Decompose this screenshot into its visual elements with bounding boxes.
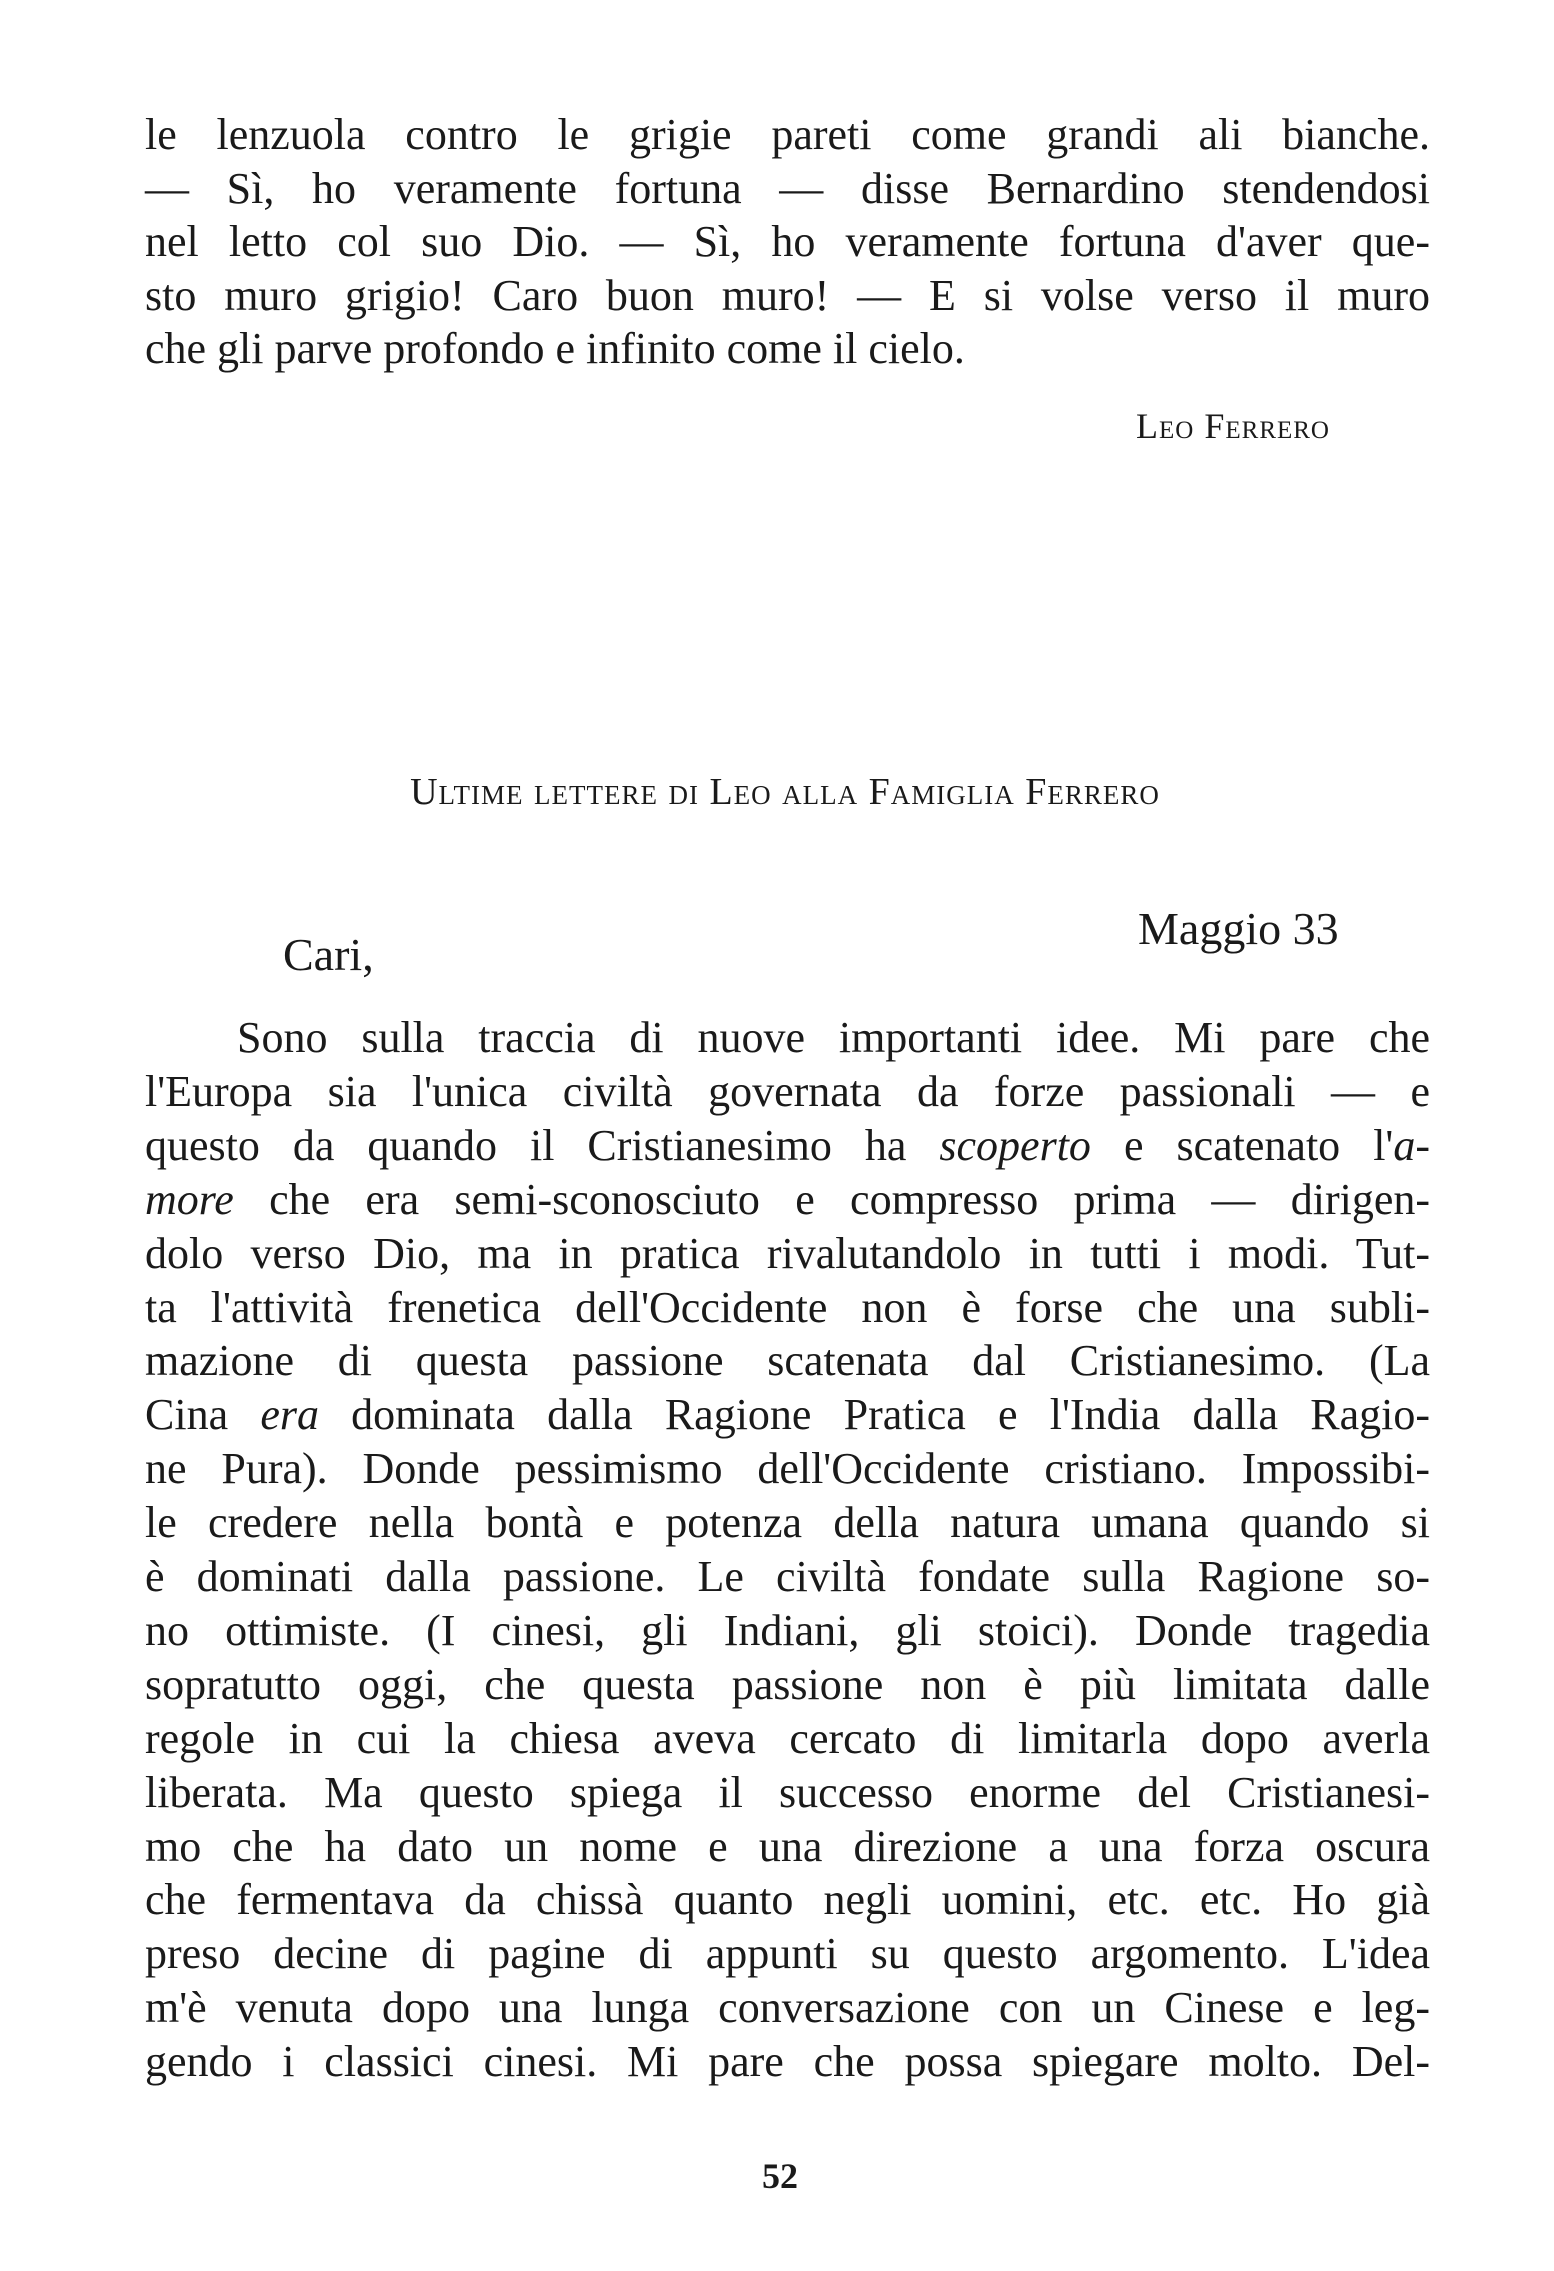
- text-line: è dominati dalla passione. Le civiltà fondate sulla Ragione so-: [145, 1552, 1430, 1601]
- text-line: questo da quando il Cristianesimo ha scoperto e scatenato l'a-: [145, 1120, 1430, 1170]
- text-line: dolo verso Dio, ma in pratica rivalutandolo in tutti i modi. Tut-: [145, 1228, 1430, 1278]
- text-line: m'è venuta dopo una lunga conversazione con un Cinese e leg-: [145, 1983, 1430, 2033]
- author-signature: [1040, 405, 1330, 447]
- text-line: che fermentava da chissà quanto negli uomini, etc. etc. Ho già: [145, 1875, 1430, 1925]
- text-line: no ottimiste. (I cinesi, gli Indiani, gli stoici). Donde tragedia: [145, 1605, 1430, 1655]
- text-line: ta l'attività frenetica dell'Occidente non è forse che una subli-: [145, 1282, 1430, 1332]
- text-line: sopratutto oggi, che questa passione non è più limitata dalle: [145, 1659, 1430, 1709]
- signature-text: Leo Ferrero: [1136, 406, 1330, 446]
- text-line: Sono sulla traccia di nuove importanti idee. Mi pare che: [237, 1013, 1430, 1062]
- text-line: Cina era dominata dalla Ragione Pratica e l'India dalla Ragio-: [145, 1390, 1430, 1440]
- text-line: nel letto col suo Dio. — Sì, ho veramente fortuna d'aver que-: [145, 217, 1430, 266]
- text-line: preso decine di pagine di appunti su questo argomento. L'idea: [145, 1929, 1430, 1979]
- text-line: che gli parve profondo e infinito come il cielo.: [145, 324, 965, 373]
- section-heading: Ultime lettere di Leo alla Famiglia Ferrero: [410, 771, 1160, 813]
- letter-salutation: Cari,: [283, 929, 374, 980]
- page-number: 52: [762, 2156, 798, 2196]
- text-line: ne Pura). Donde pessimismo dell'Occidente cristiano. Impossibi-: [145, 1444, 1430, 1494]
- text-line: mo che ha dato un nome e una direzione a una forza oscura: [145, 1821, 1430, 1871]
- letter-date: Maggio 33: [1138, 903, 1339, 954]
- text-line: more che era semi-sconosciuto e compresso prima — dirigen-: [145, 1174, 1430, 1224]
- text-line: mazione di questa passione scatenata dal Cristianesimo. (La: [145, 1336, 1430, 1386]
- text-line: liberata. Ma questo spiega il successo enorme del Cristianesi-: [145, 1767, 1430, 1817]
- text-line: sto muro grigio! Caro buon muro! — E si volse verso il muro: [145, 270, 1430, 320]
- text-line: regole in cui la chiesa aveva cercato di limitarla dopo averla: [145, 1713, 1430, 1763]
- text-line: — Sì, ho veramente fortuna — disse Bernardino stendendosi: [145, 163, 1430, 213]
- text-line: gendo i classici cinesi. Mi pare che possa spiegare molto. Del-: [145, 2037, 1430, 2087]
- text-line: le lenzuola contro le grigie pareti come grandi ali bianche.: [145, 110, 1430, 159]
- text-line: le credere nella bontà e potenza della natura umana quando si: [145, 1498, 1430, 1548]
- text-line: l'Europa sia l'unica civiltà governata da forze passionali — e: [145, 1066, 1430, 1116]
